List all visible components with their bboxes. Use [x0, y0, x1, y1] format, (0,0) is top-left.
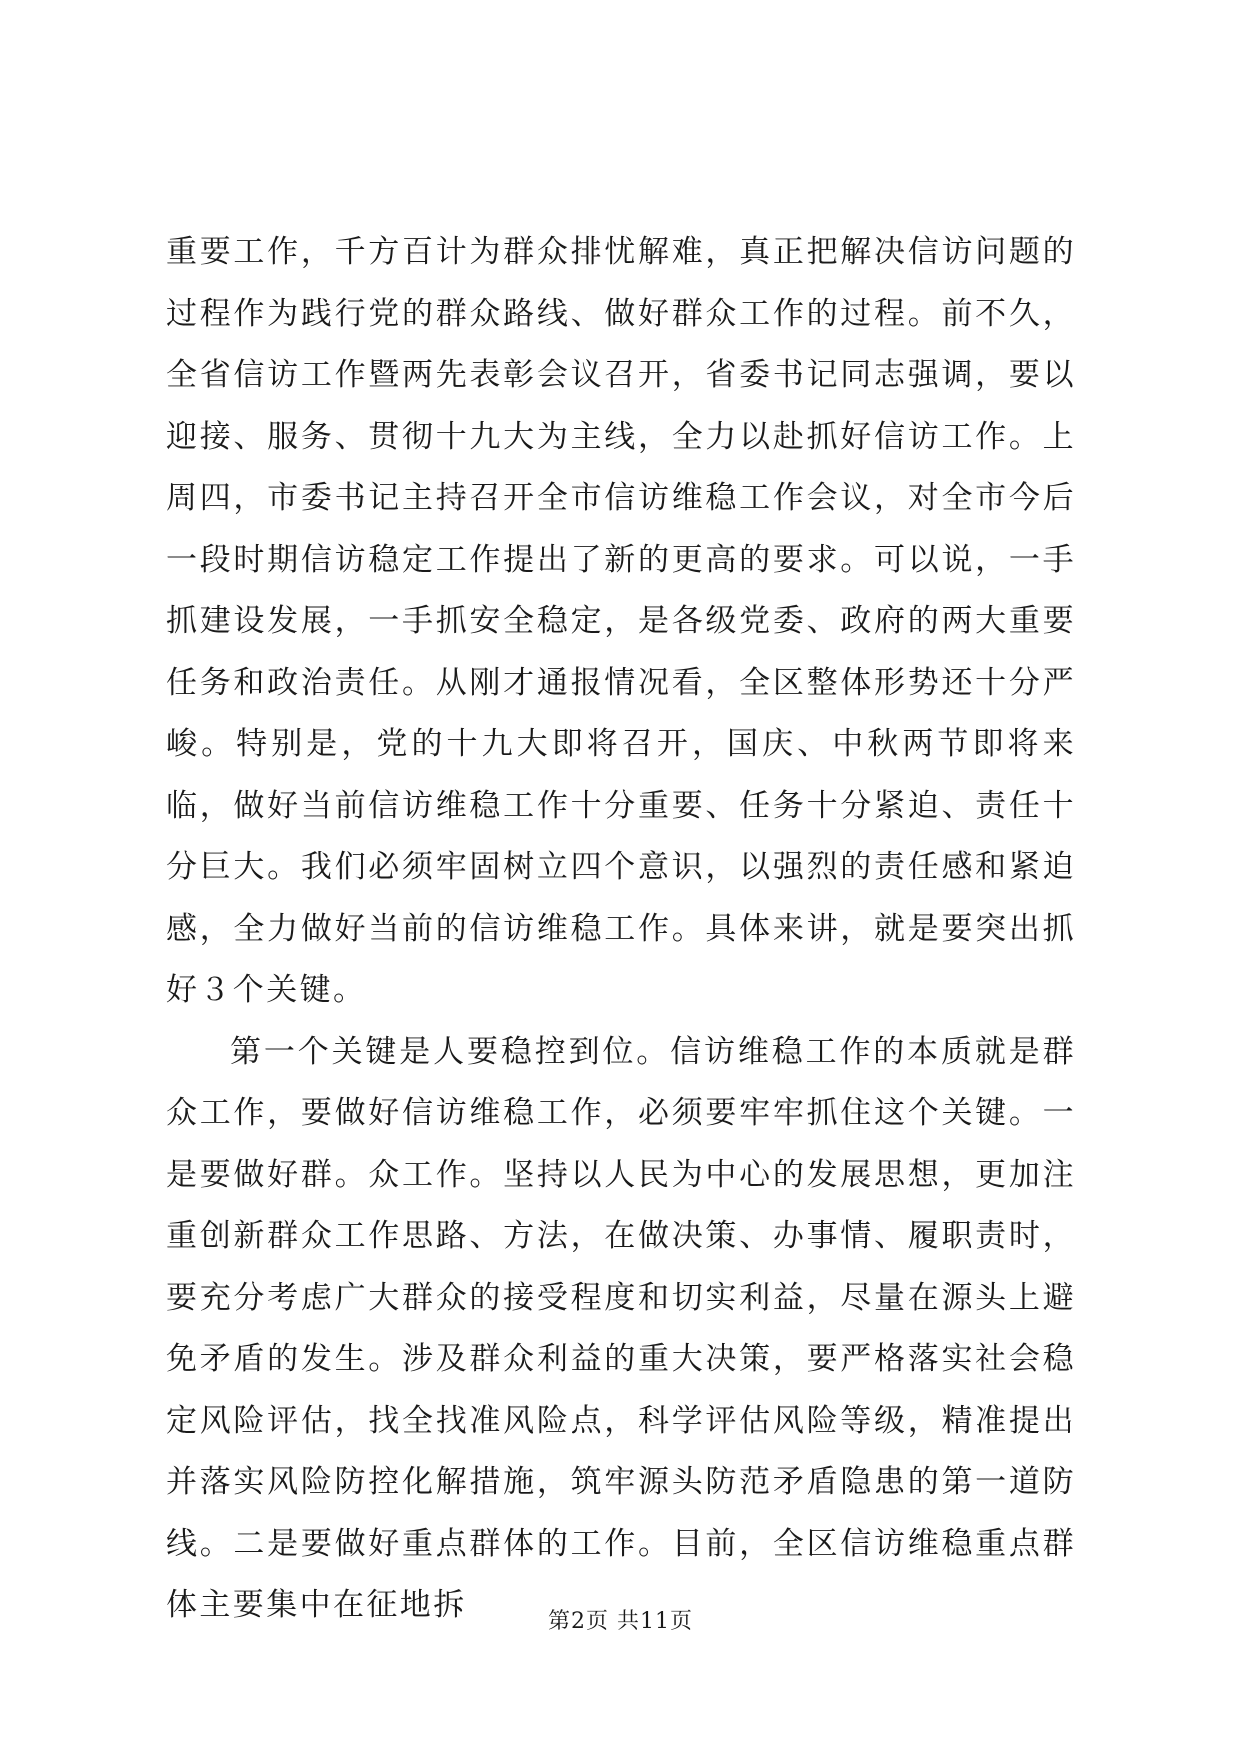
paragraph-2: 第一个关键是人要稳控到位。信访维稳工作的本质就是群众工作，要做好信访维稳工作，必须要牢牢抓住这个关键。一是要做好群。众工作。坚持以人民为中心的发展思想，更加注重创新群众工作思路、方法，在做决策、办事情、履职责时，要充分考虑广大群众的接受程度和切实利益，尽量在源头上避免矛盾的发生。涉及群众利益的重大决策，要严格落实社会稳定风险评估，找全找准风险点，科学评估风险等级，精准提出并落实风险防控化解措施，筑牢源头防范矛盾隐患的第一道防线。二是要做好重点群体的工作。目前，全区信访维稳重点群体主要集中在征地拆 — [166, 1033, 1076, 1623]
page-footer: 第2页 共11页 — [548, 1609, 693, 1634]
paragraph-1: 重要工作，千方百计为群众排忧解难，真正把解决信访问题的过程作为践行党的群众路线、做好群众工作的过程。前不久，全省信访工作暨两先表彰会议召开，省委书记同志强调，要以迎接、服务、贯彻十九大为主线，全力以赴抓好信访工作。上周四，市委书记主持召开全市信访维稳工作会议，对全市今后一段时期信访稳定工作提出了新的更高的要求。可以说，一手抓建设发展，一手抓安全稳定，是各级党委、政府的两大重要任务和政治责任。从刚才通报情况看，全区整体形势还十分严峻。特别是，党的十九大即将召开，国庆、中秋两节即将来临，做好当前信访维稳工作十分重要、任务十分紧迫、责任十分巨大。我们必须牢固树立四个意识，以强烈的责任感和紧迫感，全力做好当前的信访维稳工作。具体来讲，就是要突出抓好３个关键。 — [166, 234, 1076, 1008]
document-body — [166, 222, 1076, 1637]
